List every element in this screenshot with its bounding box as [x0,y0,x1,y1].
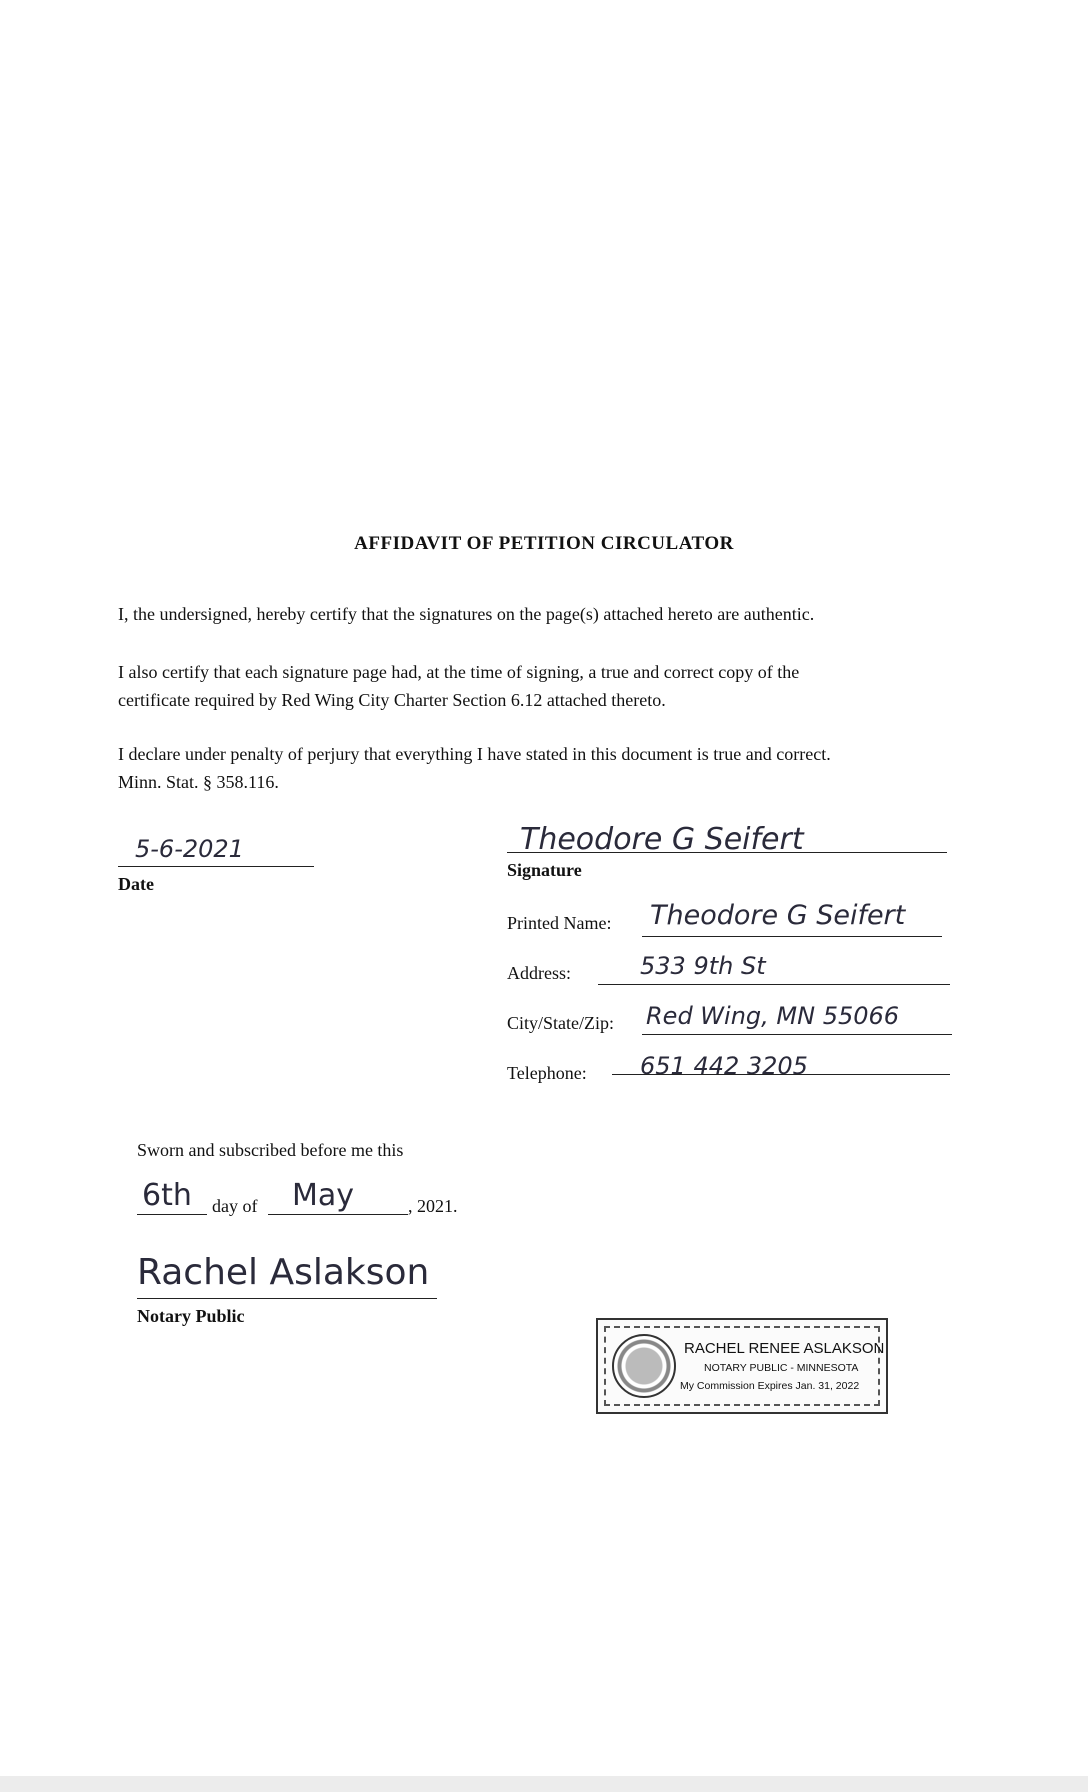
telephone-line [612,1074,950,1075]
address-line [598,984,950,985]
notary-signature-line [137,1298,437,1299]
printed-name-line [642,936,942,937]
certify-paragraph: I, the undersigned, hereby certify that the signatures on the page(s) attached hereto are authentic. [118,604,815,624]
notary-month-value: May [292,1178,355,1213]
signature-line [507,852,947,853]
city-state-zip-value: Red Wing, MN 55066 [646,1002,900,1030]
telephone-value: 651 442 3205 [640,1052,808,1080]
stamp-commission-expiry: My Commission Expires Jan. 31, 2022 [680,1380,860,1392]
notary-year-text: , 2021. [408,1196,458,1216]
document-title: AFFIDAVIT OF PETITION CIRCULATOR [354,533,734,554]
address-value: 533 9th St [640,952,766,980]
notary-day-line [137,1214,207,1215]
perjury-line-1: I declare under penalty of perjury that everything I have stated in this document is true and correct. [118,744,831,764]
stamp-notary-name: RACHEL RENEE ASLAKSON [684,1340,885,1357]
sworn-text: Sworn and subscribed before me this [137,1140,404,1160]
perjury-line-2: Minn. Stat. § 358.116. [118,772,279,792]
notary-signature: Rachel Aslakson [137,1252,430,1293]
city-state-zip-label: City/State/Zip: [507,1013,614,1033]
stamp-notary-title: NOTARY PUBLIC - MINNESOTA [704,1362,859,1374]
day-of-label: day of [212,1196,258,1216]
signature-label: Signature [507,860,582,880]
notary-month-line [268,1214,408,1215]
also-certify-line-2: certificate required by Red Wing City Charter Section 6.12 attached thereto. [118,690,666,710]
date-value: 5-6-2021 [135,835,244,863]
address-label: Address: [507,963,571,983]
notary-day-value: 6th [142,1178,192,1213]
circulator-signature: Theodore G Seifert [520,822,804,857]
scan-bottom-edge [0,1776,1088,1792]
printed-name-value: Theodore G Seifert [650,900,906,931]
notary-stamp [596,1318,888,1414]
date-label: Date [118,874,154,894]
state-seal-icon [612,1334,676,1398]
telephone-label: Telephone: [507,1063,587,1083]
printed-name-label: Printed Name: [507,913,612,933]
also-certify-line-1: I also certify that each signature page had, at the time of signing, a true and correct copy of the [118,662,800,682]
city-state-zip-line [642,1034,952,1035]
notary-public-label: Notary Public [137,1306,245,1326]
date-line [118,866,314,867]
